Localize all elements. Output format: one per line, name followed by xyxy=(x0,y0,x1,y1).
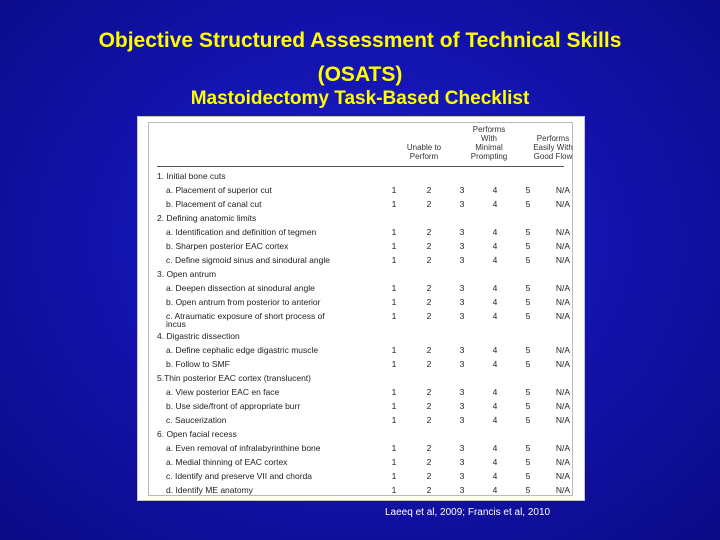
item-label: incus xyxy=(166,319,186,329)
header-easily-line2: Easily With xyxy=(533,143,573,152)
checklist-item-row xyxy=(149,399,572,413)
checklist-item-row xyxy=(149,225,572,239)
item-label: a. Deepen dissection at sinodural angle xyxy=(166,283,315,293)
header-easily xyxy=(527,134,579,161)
checklist-section-row xyxy=(149,371,572,385)
rating-option: 1 xyxy=(391,401,397,411)
rating-option: 1 xyxy=(391,241,397,251)
rating-option: 1 xyxy=(391,485,397,495)
rating-option: N/A xyxy=(555,401,571,411)
rating-option: 5 xyxy=(525,283,531,293)
rating-option: 2 xyxy=(426,311,432,321)
slide-subtitle: Mastoidectomy Task-Based Checklist xyxy=(190,88,530,109)
rating-option: 1 xyxy=(391,199,397,209)
checklist-section-row xyxy=(149,211,572,225)
rating-option: 1 xyxy=(391,185,397,195)
item-label: b. Use side/front of appropriate burr xyxy=(166,401,301,411)
rating-option: 4 xyxy=(492,485,498,495)
checklist-item-row xyxy=(149,343,572,357)
rating-option: 2 xyxy=(426,283,432,293)
rating-option: 4 xyxy=(492,415,498,425)
checklist-item-row xyxy=(149,253,572,267)
header-unable-line2: Perform xyxy=(409,152,439,161)
rating-option: 4 xyxy=(492,255,498,265)
rating-option: N/A xyxy=(555,241,571,251)
item-label: c. Atraumatic exposure of short process of xyxy=(166,311,325,321)
rating-option: 5 xyxy=(525,471,531,481)
item-label: b. Sharpen posterior EAC cortex xyxy=(166,241,289,251)
rating-option: N/A xyxy=(555,471,571,481)
rating-option: 3 xyxy=(459,241,465,251)
rating-option: 4 xyxy=(492,241,498,251)
rating-option: 4 xyxy=(492,345,498,355)
item-label: b. Placement of canal cut xyxy=(166,199,262,209)
item-label: a. Placement of superior cut xyxy=(166,185,272,195)
item-label: b. Follow to SMF xyxy=(166,359,230,369)
item-label: a. Identification and definition of tegmen xyxy=(166,227,317,237)
rating-option: N/A xyxy=(555,297,571,307)
rating-option: 5 xyxy=(525,415,531,425)
rating-option: 5 xyxy=(525,387,531,397)
rating-option: 3 xyxy=(459,359,465,369)
checklist-item-row xyxy=(149,469,572,483)
rating-option: 4 xyxy=(492,471,498,481)
rating-option: 5 xyxy=(525,199,531,209)
rating-option: 4 xyxy=(492,199,498,209)
rating-option: 5 xyxy=(525,185,531,195)
item-label: a. Define cephalic edge digastric muscle xyxy=(166,345,319,355)
rating-option: 3 xyxy=(459,471,465,481)
rating-option: 2 xyxy=(426,227,432,237)
rating-option: N/A xyxy=(555,485,571,495)
rating-option: 4 xyxy=(492,359,498,369)
item-label: c. Identify and preserve VII and chorda xyxy=(166,471,313,481)
rating-option: 3 xyxy=(459,255,465,265)
checklist-item-row xyxy=(149,197,572,211)
rating-option: 5 xyxy=(525,297,531,307)
header-easily-line3: Good Flow xyxy=(533,152,573,161)
rating-option: 5 xyxy=(525,345,531,355)
checklist-section-row xyxy=(149,329,572,343)
header-divider xyxy=(157,166,564,167)
rating-option: 1 xyxy=(391,443,397,453)
item-label: d. Identify ME anatomy xyxy=(166,485,253,495)
rating-option: N/A xyxy=(555,227,571,237)
checklist-item-row xyxy=(149,483,572,497)
rating-option: 5 xyxy=(525,311,531,321)
checklist-item-row xyxy=(149,295,572,309)
rating-option: 1 xyxy=(391,297,397,307)
rating-option: 2 xyxy=(426,443,432,453)
checklist-section-row xyxy=(149,427,572,441)
rating-option: 1 xyxy=(391,255,397,265)
rating-option: N/A xyxy=(555,387,571,397)
checklist-section-row xyxy=(149,169,572,183)
checklist-item-row xyxy=(149,281,572,295)
rating-option: N/A xyxy=(555,199,571,209)
rating-option: 1 xyxy=(391,227,397,237)
header-minimal-line1: Performs xyxy=(472,125,506,134)
rating-option: N/A xyxy=(555,255,571,265)
rating-option: 4 xyxy=(492,227,498,237)
rating-option: N/A xyxy=(555,415,571,425)
header-easily-line1: Performs xyxy=(536,134,570,143)
item-label: a. Medial thinning of EAC cortex xyxy=(166,457,288,467)
rating-option: 5 xyxy=(525,359,531,369)
rating-option: 5 xyxy=(525,241,531,251)
section-label: 4. Digastric dissection xyxy=(157,331,240,341)
rating-option: 3 xyxy=(459,387,465,397)
rating-option: 2 xyxy=(426,241,432,251)
rating-option: 3 xyxy=(459,283,465,293)
rating-option: 2 xyxy=(426,485,432,495)
section-label: 2. Defining anatomic limits xyxy=(157,213,257,223)
checklist-table xyxy=(148,122,573,496)
rating-option: 1 xyxy=(391,457,397,467)
rating-option: 1 xyxy=(391,471,397,481)
slide-title xyxy=(0,24,720,92)
section-label: 5.Thin posterior EAC cortex (translucent) xyxy=(157,373,312,383)
rating-option: 5 xyxy=(525,227,531,237)
section-label: 1. Initial bone cuts xyxy=(157,171,226,181)
rating-option: 2 xyxy=(426,457,432,467)
rating-option: 2 xyxy=(426,345,432,355)
section-label: 3. Open antrum xyxy=(157,269,217,279)
item-label: a. View posterior EAC en face xyxy=(166,387,280,397)
rating-option: N/A xyxy=(555,443,571,453)
rating-option: N/A xyxy=(555,345,571,355)
rating-option: N/A xyxy=(555,359,571,369)
checklist-item-row xyxy=(149,413,572,427)
rating-option: N/A xyxy=(555,185,571,195)
slide-title-line2: (OSATS) xyxy=(317,63,403,86)
rating-option: N/A xyxy=(555,311,571,321)
checklist-item-row xyxy=(149,183,572,197)
rating-option: 1 xyxy=(391,345,397,355)
header-minimal xyxy=(459,125,519,161)
header-unable xyxy=(399,143,449,161)
checklist-section-row xyxy=(149,267,572,281)
header-minimal-line4: Prompting xyxy=(470,152,508,161)
rating-option: 4 xyxy=(492,387,498,397)
rating-option: 1 xyxy=(391,359,397,369)
rating-option: 4 xyxy=(492,457,498,467)
rating-option: 5 xyxy=(525,485,531,495)
checklist-item-row xyxy=(149,239,572,253)
rating-option: 2 xyxy=(426,199,432,209)
slide-title-line1: Objective Structured Assessment of Technical Skills xyxy=(98,29,622,52)
rating-option: 2 xyxy=(426,415,432,425)
rating-option: 3 xyxy=(459,401,465,411)
rating-option: 2 xyxy=(426,255,432,265)
rating-option: 4 xyxy=(492,283,498,293)
header-minimal-line2: With xyxy=(481,134,497,143)
header-unable-line1: Unable to xyxy=(406,143,442,152)
rating-option: 4 xyxy=(492,185,498,195)
checklist-item-row xyxy=(149,385,572,399)
rating-option: 3 xyxy=(459,185,465,195)
item-label: b. Open antrum from posterior to anterior xyxy=(166,297,321,307)
item-label: c. Define sigmoid sinus and sinodural angle xyxy=(166,255,330,265)
checklist-scan xyxy=(137,116,585,501)
rating-option: 3 xyxy=(459,457,465,467)
checklist-item-row xyxy=(149,441,572,455)
rating-option: 2 xyxy=(426,359,432,369)
rating-option: 4 xyxy=(492,401,498,411)
rating-option: 3 xyxy=(459,199,465,209)
rating-option: 3 xyxy=(459,297,465,307)
rating-option: 3 xyxy=(459,443,465,453)
rating-option: 3 xyxy=(459,415,465,425)
rating-option: 2 xyxy=(426,297,432,307)
rating-option: 2 xyxy=(426,471,432,481)
item-label: c. Saucerization xyxy=(166,415,227,425)
rating-option: 3 xyxy=(459,345,465,355)
header-minimal-line3: Minimal xyxy=(475,143,503,152)
rating-option: 2 xyxy=(426,387,432,397)
rating-option: 3 xyxy=(459,485,465,495)
rating-option: 1 xyxy=(391,311,397,321)
rating-option: N/A xyxy=(555,457,571,467)
citation: Laeeq et al, 2009; Francis et al, 2010 xyxy=(385,507,551,518)
rating-option: 4 xyxy=(492,311,498,321)
checklist-item-row xyxy=(149,357,572,371)
rating-option: 3 xyxy=(459,227,465,237)
rating-option: 5 xyxy=(525,457,531,467)
rating-option: N/A xyxy=(555,283,571,293)
rating-option: 5 xyxy=(525,443,531,453)
rating-option: 5 xyxy=(525,255,531,265)
rating-option: 5 xyxy=(525,401,531,411)
item-label: a. Even removal of infralabyrinthine bone xyxy=(166,443,321,453)
rating-option: 1 xyxy=(391,415,397,425)
rating-option: 1 xyxy=(391,283,397,293)
rating-option: 4 xyxy=(492,443,498,453)
rating-option: 1 xyxy=(391,387,397,397)
rating-option: 4 xyxy=(492,297,498,307)
section-label: 6. Open facial recess xyxy=(157,429,237,439)
rating-option: 2 xyxy=(426,185,432,195)
rating-option: 2 xyxy=(426,401,432,411)
checklist-item-row xyxy=(149,455,572,469)
rating-option: 3 xyxy=(459,311,465,321)
